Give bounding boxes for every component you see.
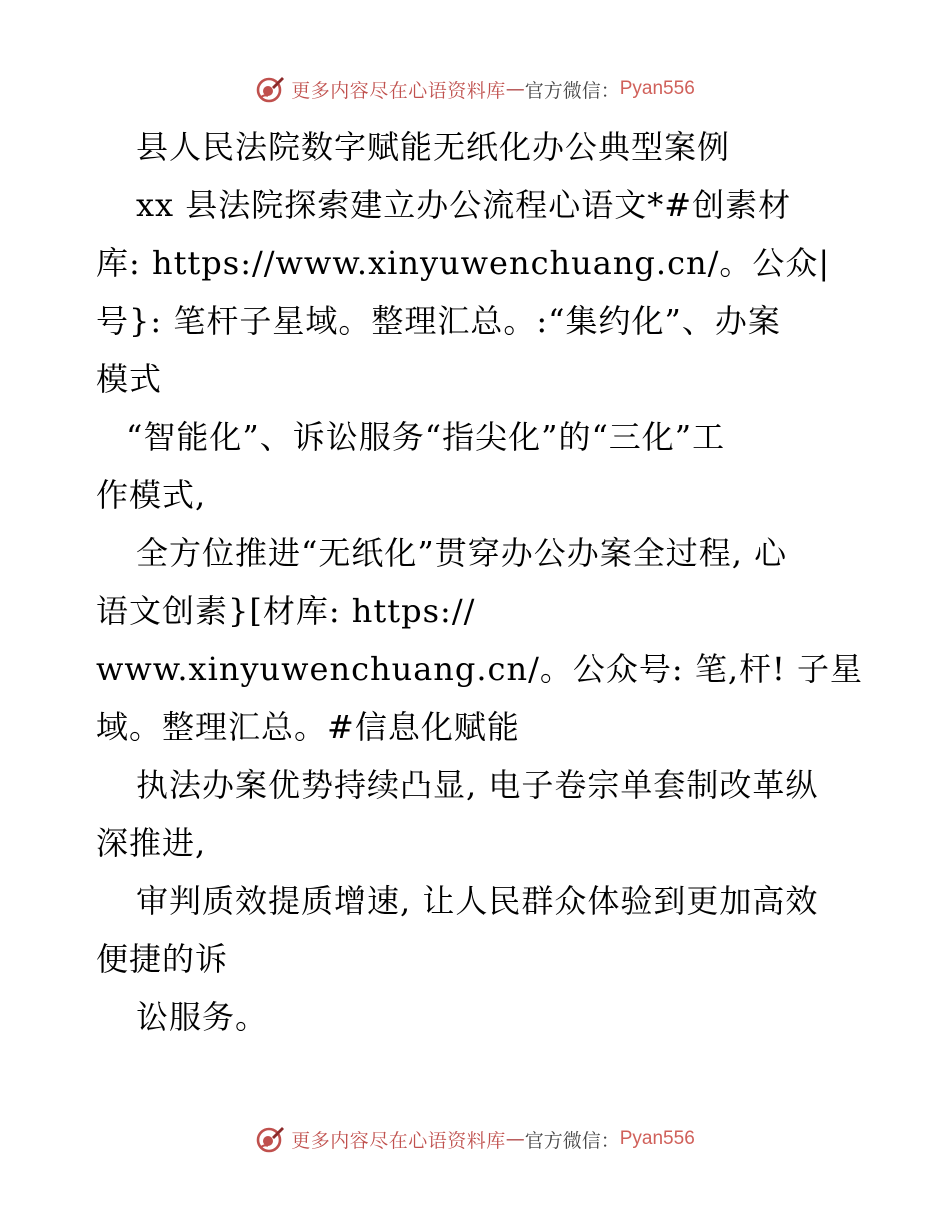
paragraph-line: 模式: [96, 360, 163, 398]
watermark-text: 更多内容尽在心语资料库: [291, 1129, 506, 1152]
paragraph-line: 讼服务。: [136, 998, 269, 1036]
wechat-label: 官方微信：: [524, 1129, 620, 1152]
paragraph-line: “智能化”、诉讼服务“指尖化”的“三化”工: [126, 418, 726, 456]
paragraph-line: 号}: 笔杆子星域。整理汇总。:“集约化”、办案: [96, 302, 781, 340]
paragraph-line: 语文创素}[材库: https://: [96, 592, 476, 630]
watermark-text: 更多内容尽在心语资料库: [291, 79, 506, 102]
wechat-id: Pyan556: [619, 78, 695, 99]
document-body: [96, 118, 866, 1046]
header-watermark: [0, 72, 950, 106]
paragraph-line: 审判质效提质增速, 让人民群众体验到更加高效: [136, 882, 819, 920]
paragraph-line: 库: https://www.xinyuwenchuang.cn/。公众|: [96, 244, 831, 282]
paragraph-line: 作模式,: [96, 476, 207, 514]
document-title: 县人民法院数字赋能无纸化办公典型案例: [136, 128, 731, 166]
paragraph-line: 深推进,: [96, 824, 207, 862]
paragraph-line: 域。整理汇总。#信息化赋能: [96, 708, 520, 746]
watermark-separator: —: [505, 1128, 525, 1150]
paragraph-line: www.xinyuwenchuang.cn/。公众号: 笔,杆! 子星: [96, 650, 864, 688]
brush-logo-icon: [255, 74, 285, 104]
brush-logo-icon: [255, 1124, 285, 1154]
wechat-label: 官方微信：: [524, 79, 620, 102]
paragraph-line: xx 县法院探索建立办公流程心语文*#创素材: [136, 186, 792, 224]
wechat-id: Pyan556: [619, 1128, 695, 1149]
paragraph-line: 便捷的诉: [96, 940, 229, 978]
paragraph-line: 全方位推进“无纸化”贯穿办公办案全过程, 心: [136, 534, 788, 572]
watermark-separator: —: [505, 78, 525, 100]
footer-watermark: [0, 1122, 950, 1156]
paragraph-line: 执法办案优势持续凸显, 电子卷宗单套制改革纵: [136, 766, 819, 804]
